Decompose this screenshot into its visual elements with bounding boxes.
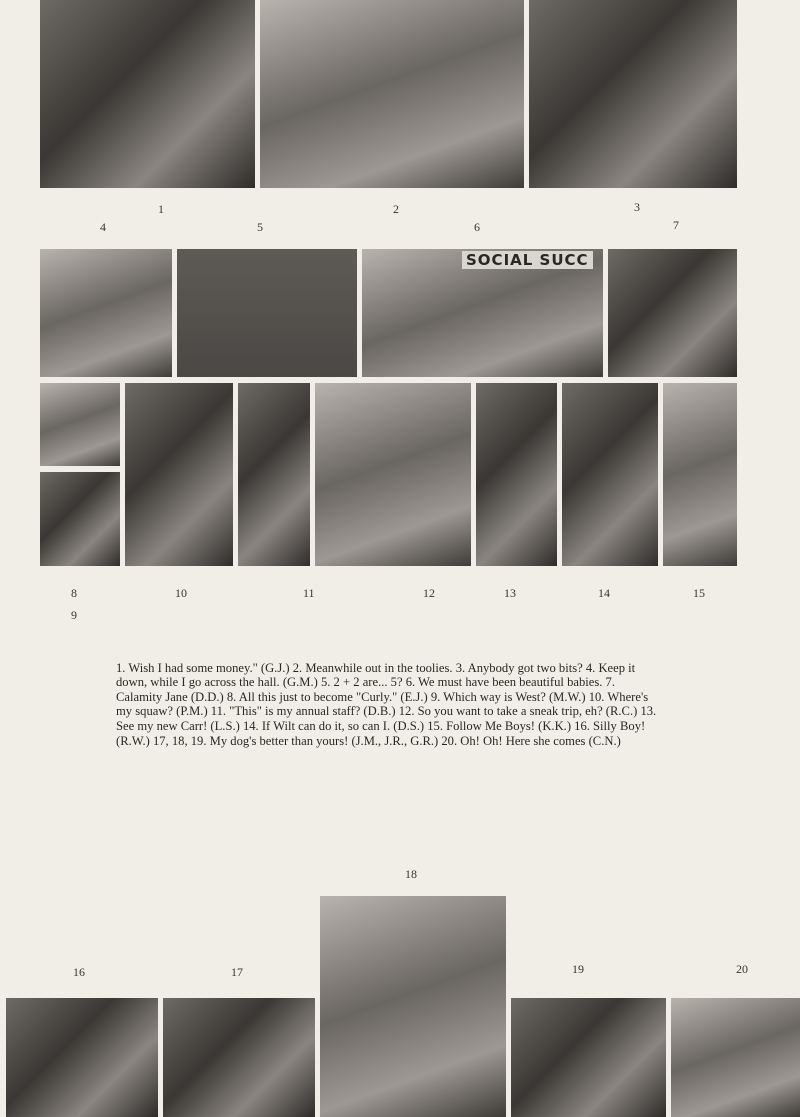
photo-7 <box>608 249 737 377</box>
photo-4 <box>40 249 172 377</box>
photo-8 <box>40 383 120 466</box>
photo-18 <box>320 896 506 1117</box>
photo-number: 8 <box>71 586 77 600</box>
photo-16 <box>6 998 158 1117</box>
photo-number: 15 <box>693 586 705 600</box>
photo-6-sign: SOCIAL SUCC <box>462 251 593 269</box>
photo-number: 9 <box>71 608 77 622</box>
photo-number: 5 <box>257 220 263 234</box>
photo-number: 19 <box>572 962 584 976</box>
photo-number: 16 <box>73 965 85 979</box>
photo-5 <box>177 249 357 377</box>
photo-12 <box>315 383 471 566</box>
photo-number: 20 <box>736 962 748 976</box>
photo-number: 14 <box>598 586 610 600</box>
photo-number: 12 <box>423 586 435 600</box>
photo-number: 10 <box>175 586 187 600</box>
photo-number: 2 <box>393 202 399 216</box>
photo-13 <box>476 383 557 566</box>
photo-number: 3 <box>634 200 640 214</box>
photo-6 <box>362 249 603 377</box>
photo-3 <box>529 0 737 188</box>
photo-number: 18 <box>405 867 417 881</box>
photo-number: 4 <box>100 220 106 234</box>
photo-number: 13 <box>504 586 516 600</box>
photo-11 <box>238 383 310 566</box>
photo-captions: 1. Wish I had some money." (G.J.) 2. Meanwhile out in the toolies. 3. Anybody got two bits? 4. Keep it down, while I go across the hall. (G.M.) 5. 2 + 2 are... 5? 6. We must have been beautiful babies. 7. Calamity Jane (D.D.) 8. All this just to become "Curly." (E.J.) 9. Which way is West? (M.W.) 10. Where's my squaw? (P.M.) 11. "This" is my annual staff? (D.B.) 12. So you want to take a sneak trip, eh? (R.C.) 13. See my new Carr! (L.S.) 14. If Wilt can do it, so can I. (D.S.) 15. Follow Me Boys! (K.K.) 16. Silly Boy! (R.W.) 17, 18, 19. My dog's better than yours! (J.M., J.R., G.R.) 20. Oh! Oh! Here she comes (C.N.) <box>116 660 657 748</box>
photo-15 <box>663 383 737 566</box>
photo-1 <box>40 0 255 188</box>
photo-14 <box>562 383 658 566</box>
photo-10 <box>125 383 233 566</box>
photo-2 <box>260 0 524 188</box>
photo-number: 1 <box>158 202 164 216</box>
photo-number: 11 <box>303 586 315 600</box>
photo-number: 7 <box>673 218 679 232</box>
photo-number: 6 <box>474 220 480 234</box>
photo-9 <box>40 472 120 566</box>
photo-19 <box>511 998 666 1117</box>
photo-20 <box>671 998 800 1117</box>
photo-number: 17 <box>231 965 243 979</box>
photo-17 <box>163 998 315 1117</box>
